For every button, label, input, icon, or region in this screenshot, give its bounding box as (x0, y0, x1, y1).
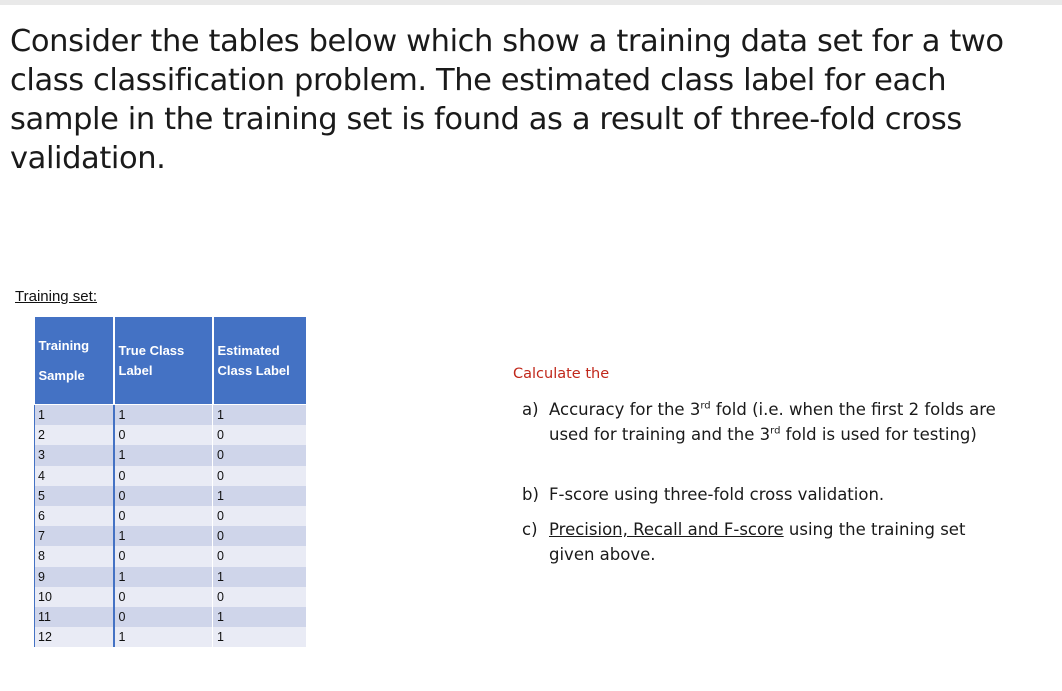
table-row (35, 425, 306, 445)
estimated-class-cell: 0 (213, 445, 306, 465)
header-true-class-text: True Class Label (118, 342, 185, 378)
estimated-class-cell: 0 (213, 466, 306, 486)
sample-id: 8 (35, 546, 114, 566)
table-row (35, 405, 306, 425)
estimated-class-cell: 1 (213, 567, 306, 587)
estimated-class-cell: 0 (213, 425, 306, 445)
table-row (35, 587, 306, 607)
true-class-cell: 1 (114, 627, 213, 647)
true-class-cell: 0 (114, 466, 213, 486)
header-training-sample (35, 317, 114, 404)
sample-id: 7 (35, 526, 114, 546)
question-c-rest: using the training set given above. (549, 520, 966, 564)
question-a-sup2: rd (770, 425, 781, 437)
sample-id: 11 (35, 607, 114, 627)
table-row (35, 526, 306, 546)
question-c-label: c) (522, 520, 538, 539)
question-b-label: b) (522, 485, 539, 504)
true-class-cell: 0 (114, 425, 213, 445)
header-true-class-label (114, 317, 213, 404)
header-estimated-class-text: Estimated Class Label (217, 342, 290, 378)
calculate-instruction: Calculate the (513, 366, 610, 382)
sample-id: 4 (35, 466, 114, 486)
question-a-part1: Accuracy for the 3 (549, 400, 701, 419)
estimated-class-cell: 0 (213, 526, 306, 546)
question-a-part2: fold (i.e. when the first 2 folds are used for training and the 3 (549, 400, 996, 444)
true-class-cell: 0 (114, 486, 213, 506)
training-set-label: Training set: (15, 288, 97, 305)
table-header-row (35, 317, 306, 404)
question-a-sup1: rd (700, 400, 711, 412)
table-row (35, 546, 306, 566)
question-c-text (549, 517, 999, 567)
estimated-class-cell: 1 (213, 405, 306, 425)
sample-id: 2 (35, 425, 114, 445)
estimated-class-cell: 1 (213, 607, 306, 627)
true-class-cell: 1 (114, 567, 213, 587)
sample-id: 3 (35, 445, 114, 465)
table-row (35, 445, 306, 465)
table-row (35, 486, 306, 506)
table-row (35, 607, 306, 627)
sample-id: 12 (35, 627, 114, 647)
sample-id: 1 (35, 405, 114, 425)
table-row (35, 567, 306, 587)
training-set-table (34, 317, 306, 647)
true-class-cell: 1 (114, 526, 213, 546)
question-a-part3: fold is used for testing) (780, 425, 977, 444)
estimated-class-cell: 1 (213, 486, 306, 506)
header-training-sample-text: Training Sample (38, 337, 90, 383)
question-a-label: a) (522, 400, 539, 419)
true-class-cell: 1 (114, 445, 213, 465)
estimated-class-cell: 0 (213, 587, 306, 607)
true-class-cell: 0 (114, 546, 213, 566)
table-row (35, 506, 306, 526)
sample-id: 9 (35, 567, 114, 587)
true-class-cell: 1 (114, 405, 213, 425)
true-class-cell: 0 (114, 607, 213, 627)
question-a-text (549, 397, 999, 447)
true-class-cell: 0 (114, 506, 213, 526)
sample-id: 10 (35, 587, 114, 607)
question-b-text: F-score using three-fold cross validation. (549, 485, 885, 504)
estimated-class-cell: 1 (213, 627, 306, 647)
problem-statement: Consider the tables below which show a training data set for a two class classification problem. The estimated class label for each sample in the training set is found as a result of three-fold cross validation. (10, 24, 1004, 176)
table-row (35, 627, 306, 647)
table-row (35, 466, 306, 486)
top-border (0, 0, 1062, 5)
header-estimated-class-label (213, 317, 306, 404)
estimated-class-cell: 0 (213, 506, 306, 526)
sample-id: 5 (35, 486, 114, 506)
question-c-underlined: Precision, Recall and F-score (549, 520, 784, 539)
sample-id: 6 (35, 506, 114, 526)
true-class-cell: 0 (114, 587, 213, 607)
estimated-class-cell: 0 (213, 546, 306, 566)
